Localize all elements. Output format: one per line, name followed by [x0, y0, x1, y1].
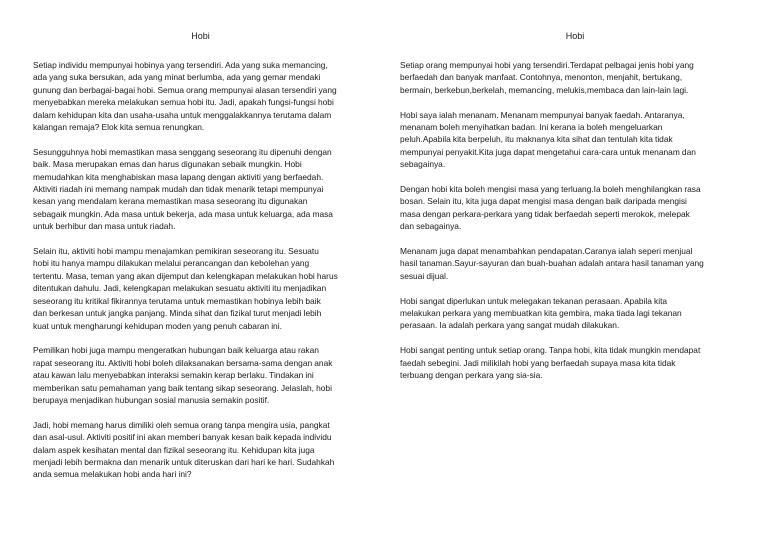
- text-line: dan berkesan untuk jangka panjang. Minda sihat dan fizikal turut menjadi lebih: [33, 308, 322, 319]
- text-line: hasil tanaman.Sayur-sayuran dan buah-buahan adalah antara hasil tanaman yang: [400, 258, 704, 269]
- text-line: anda semua melakukan hobi anda hari ini?: [33, 469, 192, 480]
- text-line: Pemilikan hobi juga mampu mengeratkan hubungan baik keluarga atau rakan: [33, 345, 319, 356]
- text-line: melakukan perkara yang membuatkan kita gembira, maka tiada lagi tekanan: [400, 308, 682, 319]
- text-line: Hobi saya ialah menanam. Menanam mempunyai banyak faedah. Antaranya,: [400, 109, 685, 120]
- document-body: [33, 59, 364, 481]
- text-line: gunung dan berbagai-bagai hobi. Semua orang mempunyai alasan tersendiri yang: [33, 84, 337, 95]
- paragraph: [400, 183, 748, 233]
- text-line: bosan. Selain itu, kita juga dapat mengisi masa dengan baik daripada mengisi: [400, 196, 687, 207]
- text-line: mempunyai penyakit.Kita juga dapat mengetahui cara-cara untuk menanam dan: [400, 146, 696, 157]
- text-line: baik. Masa merupakan emas dan harus digunakan sebaik mungkin. Hobi: [33, 159, 302, 170]
- text-line: kalangan remaja? Elok kita semua renungkan.: [33, 122, 205, 133]
- text-line: Hobi sangat diperlukan untuk melegakan tekanan perasaan. Apabila kita: [400, 295, 668, 306]
- text-line: Aktiviti riadah ini memang nampak mudah dan tidak menarik tetapi mempunyai: [33, 184, 324, 195]
- page-title: Hobi: [191, 31, 210, 41]
- text-line: Sesungguhnya hobi memastikan masa senggang seseorang itu dipenuhi dengan: [33, 146, 332, 157]
- text-line: berfaedah dan banyak manfaat. Contohnya, menonton, menjahit, bertukang,: [400, 72, 683, 83]
- text-line: Dengan hobi kita boleh mengisi masa yang terluang.Ia boleh menghilangkan rasa: [400, 184, 701, 195]
- text-line: ditentukan dahulu. Jadi, kelengkapan melakukan sesuatu aktiviti itu menjadikan: [33, 283, 327, 294]
- text-line: sebagaik mungkin. Ada masa untuk bekerja, ada masa untuk keluarga, ada masa: [33, 208, 333, 219]
- text-line: dan asal-usul. Aktiviti positif ini akan memberi banyak kesan baik kepada individu: [33, 432, 332, 443]
- text-line: dalam kehidupan kita dan usaha-usaha untuk menggalakkannya terutama dalam: [33, 109, 332, 120]
- paragraph: [33, 59, 364, 133]
- text-line: terbuang dengan perkara yang sia-sia.: [400, 370, 543, 381]
- text-line: menjadi lebih bermakna dan menarik untuk diteruskan dari hari ke hari. Sudahkah: [33, 456, 335, 467]
- text-line: Selain itu, aktiviti hobi mampu menajamkan pemikiran seseorang itu. Sesuatu: [33, 246, 319, 257]
- text-line: dan sebagainya.: [400, 221, 462, 232]
- document-body: [400, 59, 748, 381]
- text-line: Hobi sangat penting untuk setiap orang. Tanpa hobi, kita tidak mungkin mendapat: [400, 345, 701, 356]
- text-line: tertentu. Masa, teman yang akan dijemput dan kelengkapan melakukan hobi harus: [33, 270, 338, 281]
- text-line: menyebabkan mereka melakukan semua hobi itu. Jadi, apakah fungsi-fungsi hobi: [33, 97, 334, 108]
- text-line: bermain, berkebun,berkelah, memancing, melukis,membaca dan lain-lain lagi.: [400, 84, 689, 95]
- paragraph: [33, 245, 364, 332]
- text-line: kuat untuk mengharungi kehidupan moden yang penuh cabaran ini.: [33, 320, 282, 331]
- text-line: masa dengan perkara-perkara yang tidak berfaedah seperti merokok, melepak: [400, 208, 690, 219]
- paragraph: [400, 295, 748, 332]
- text-line: Menanam juga dapat menambahkan pendapatan.Caranya ialah seperi menjual: [400, 246, 693, 257]
- text-line: sesuai dijual.: [400, 270, 449, 281]
- text-line: menanam boleh menyihatkan badan. Ini kerana ia boleh mengeluarkan: [400, 122, 663, 133]
- text-line: memberikan satu pemahaman yang baik tentang sikap seseorang. Jelaslah, hobi: [33, 382, 332, 393]
- text-line: Jadi, hobi memang harus dimiliki oleh semua orang tanpa mengira usia, pangkat: [33, 419, 330, 430]
- right-page: [384, 0, 768, 543]
- text-line: berupaya menjadikan hubungan sosial manusia semakin positif.: [33, 394, 270, 405]
- text-line: Setiap orang mempunyai hobi yang tersendiri.Terdapat pelbagai jenis hobi yang: [400, 60, 694, 70]
- paragraph: [400, 344, 748, 381]
- text-line: dalam aspek kesihatan mental dan fizikal seseorang itu. Kehidupan kita juga: [33, 444, 315, 455]
- text-line: hobi itu hanya mampu dilakukan melalui perancangan dan kebolehan yang: [33, 258, 310, 269]
- text-line: perasaan. Ia adalah perkara yang sangat mudah dilakukan.: [400, 320, 620, 331]
- text-line: kesan yang mendalam kerana memastikan masa seseorang itu digunakan: [33, 196, 308, 207]
- text-line: ada yang suka bersukan, ada yang minat berlumba, ada yang gemar mendaki: [33, 72, 321, 83]
- paragraph: [400, 245, 748, 282]
- paragraph: [33, 419, 364, 481]
- paragraph: [400, 59, 748, 96]
- paragraph: [33, 344, 364, 406]
- text-line: peluh.Apabila kita berpeluh, itu maknanya kita sihat dan tentulah kita tidak: [400, 134, 673, 145]
- text-line: untuk berhibur dan masa untuk riadah.: [33, 221, 176, 232]
- text-line: memudahkan kita menghabiskan masa lapang dengan aktiviti yang berfaedah.: [33, 171, 324, 182]
- page-title: Hobi: [565, 31, 585, 41]
- text-line: sebagainya.: [400, 159, 446, 170]
- text-line: rapat seseorang itu. Aktiviti hobi boleh dilaksanakan bersama-sama dengan anak: [33, 357, 333, 368]
- text-line: Setiap individu mempunyai hobinya yang tersendiri. Ada yang suka memancing,: [33, 60, 328, 70]
- text-line: atau kawan lalu menyebabkan interaksi semakin kerap berlaku. Tindakan ini: [33, 370, 314, 381]
- paragraph: [33, 146, 364, 233]
- text-line: faedah sebegini. Jadi milikilah hobi yang berfaedah supaya masa kita tidak: [400, 357, 676, 368]
- paragraph: [400, 109, 748, 171]
- text-line: seseorang itu kritikal fikirannya terutama untuk memastikan hobinya lebih baik: [33, 295, 321, 306]
